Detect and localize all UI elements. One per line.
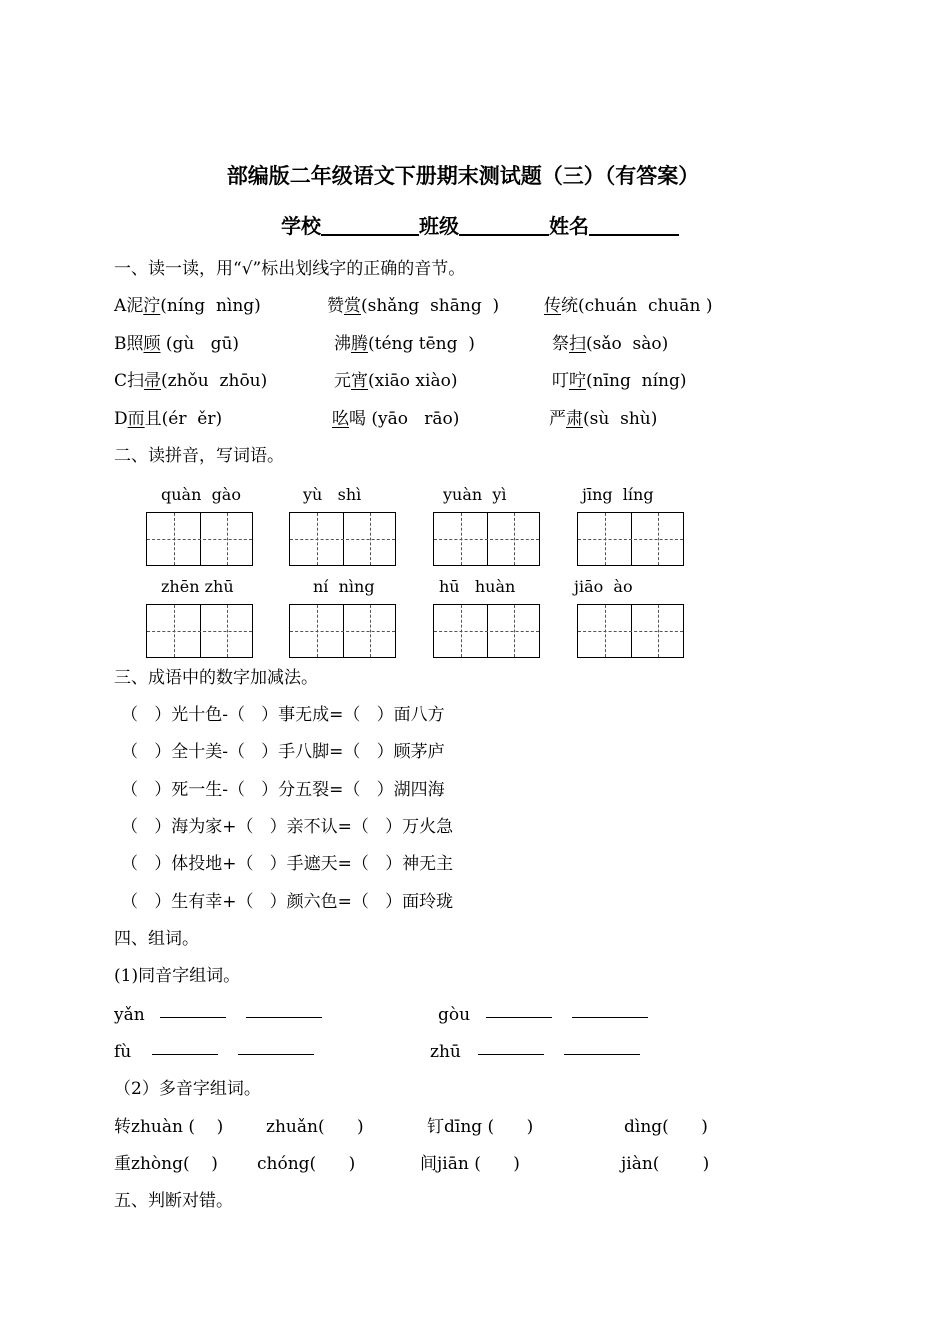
name-blank[interactable] <box>589 214 679 236</box>
answer-blank[interactable] <box>486 1017 552 1018</box>
section-4-sub2: （2）多音字组词。 <box>114 1079 261 1099</box>
pinyin-label: jīng líng <box>582 485 654 504</box>
section-4-heading: 四、组词。 <box>114 929 199 949</box>
school-label: 学校 <box>281 214 321 238</box>
pinyin-choice-item <box>114 411 222 428</box>
idiom-row: （ ）光十色-（ ）事无成=（ ）面八方 <box>121 705 445 725</box>
section-3-heading: 三、成语中的数字加减法。 <box>114 668 318 688</box>
section-2-heading: 二、读拼音，写词语。 <box>114 446 284 466</box>
pinyin-choice-item <box>332 411 459 428</box>
answer-blank[interactable] <box>478 1054 544 1055</box>
item-text: C扫 <box>114 371 145 391</box>
homophone-row <box>114 1007 145 1024</box>
answer-blank[interactable] <box>572 1017 648 1018</box>
polyphone-item: zhuǎn( ) <box>266 1117 364 1137</box>
writing-box[interactable] <box>577 512 684 566</box>
item-text: 祭 <box>552 334 569 354</box>
writing-box[interactable] <box>289 604 396 658</box>
student-info <box>281 214 679 236</box>
item-text: B照 <box>114 334 144 354</box>
pinyin-options[interactable]: 且(ér ěr) <box>144 409 223 429</box>
pinyin-options[interactable]: (nīng níng) <box>586 371 687 391</box>
section-5-heading: 五、判断对错。 <box>114 1191 233 1211</box>
pinyin-options[interactable]: 喝 (yāo rāo) <box>349 409 460 429</box>
class-label: 班级 <box>419 214 459 238</box>
pinyin-options[interactable]: (shǎng shāng ) <box>361 296 500 316</box>
idiom-row: （ ）死一生-（ ）分五裂=（ ）湖四海 <box>121 780 445 800</box>
underlined-character: 宵 <box>351 371 368 391</box>
item-text: D <box>114 409 128 429</box>
idiom-row: （ ）全十美-（ ）手八脚=（ ）顾茅庐 <box>121 742 445 762</box>
underlined-character: 而 <box>127 409 145 429</box>
polyphone-item: 转zhuàn ( ) <box>114 1117 224 1137</box>
pinyin-choice-item <box>552 336 668 353</box>
homophone-pinyin: zhū <box>430 1042 461 1062</box>
answer-blank[interactable] <box>152 1054 218 1055</box>
pinyin-options[interactable]: (xiāo xiào) <box>368 371 458 391</box>
underlined-character: 帚 <box>144 371 162 391</box>
section-4-sub1: (1)同音字组词。 <box>114 966 241 986</box>
polyphone-item: 间jiān ( ) <box>420 1154 520 1174</box>
item-text: 元 <box>334 371 351 391</box>
school-blank[interactable] <box>321 214 419 236</box>
underlined-character: 赏 <box>344 296 361 316</box>
writing-box[interactable] <box>289 512 396 566</box>
underlined-character: 腾 <box>351 334 368 354</box>
pinyin-choice-item <box>114 336 239 353</box>
item-text: 沸 <box>334 334 351 354</box>
idiom-row: （ ）体投地+（ ）手遮天=（ ）神无主 <box>121 854 454 874</box>
underlined-character: 扫 <box>569 334 586 354</box>
pinyin-options[interactable]: 统(chuán chuān ) <box>561 296 713 316</box>
pinyin-label: jiāo ào <box>574 577 633 596</box>
underlined-character: 顾 <box>143 334 161 354</box>
writing-box[interactable] <box>577 604 684 658</box>
homophone-pinyin: fù <box>114 1042 132 1062</box>
pinyin-choice-item <box>549 411 657 428</box>
class-blank[interactable] <box>459 214 549 236</box>
pinyin-choice-item <box>552 373 687 390</box>
item-text: 严 <box>549 409 566 429</box>
pinyin-choice-item <box>327 298 499 315</box>
polyphone-item: 钉dīng ( ) <box>427 1117 534 1137</box>
pinyin-choice-item <box>544 298 712 315</box>
item-text: 赞 <box>327 296 344 316</box>
underlined-character: 传 <box>544 296 561 316</box>
homophone-pinyin: yǎn <box>114 1005 145 1025</box>
writing-box[interactable] <box>433 604 540 658</box>
pinyin-options[interactable]: (téng tēng ) <box>368 334 475 354</box>
pinyin-options[interactable]: (níng nìng) <box>160 296 261 316</box>
answer-blank[interactable] <box>246 1017 322 1018</box>
pinyin-label: ní nìng <box>313 577 375 596</box>
pinyin-choice-item <box>334 336 475 353</box>
item-text: A泥 <box>114 296 144 316</box>
name-label: 姓名 <box>549 214 589 238</box>
pinyin-options[interactable]: (sù shù) <box>583 409 658 429</box>
pinyin-label: zhēn zhū <box>161 577 234 596</box>
polyphone-item: dìng( ) <box>624 1117 708 1137</box>
idiom-row: （ ）生有幸+（ ）颜六色=（ ）面玲珑 <box>121 892 454 912</box>
pinyin-options[interactable]: (sǎo sào) <box>586 334 669 354</box>
writing-box[interactable] <box>146 604 253 658</box>
polyphone-item: jiàn( ) <box>621 1154 710 1174</box>
pinyin-choice-item <box>114 298 261 315</box>
pinyin-options[interactable]: (gù gū) <box>160 334 240 354</box>
underlined-character: 肃 <box>566 409 583 429</box>
idiom-row: （ ）海为家+（ ）亲不认=（ ）万火急 <box>121 817 454 837</box>
polyphone-item: chóng( ) <box>257 1154 356 1174</box>
underlined-character: 泞 <box>143 296 161 316</box>
pinyin-options[interactable]: (zhǒu zhōu) <box>161 371 268 391</box>
answer-blank[interactable] <box>238 1054 314 1055</box>
homophone-pinyin: gòu <box>438 1005 471 1025</box>
page-title: 部编版二年级语文下册期末测试题（三）（有答案） <box>226 163 700 188</box>
answer-blank[interactable] <box>564 1054 640 1055</box>
pinyin-label: quàn gào <box>161 485 241 504</box>
section-1-heading: 一、读一读，用“√”标出划线字的正确的音节。 <box>114 259 466 279</box>
pinyin-choice-item <box>114 373 267 390</box>
pinyin-label: yù shì <box>303 485 362 504</box>
underlined-character: 咛 <box>569 371 586 391</box>
polyphone-item: 重zhòng( ) <box>114 1154 218 1174</box>
pinyin-choice-item <box>334 373 457 390</box>
writing-box[interactable] <box>433 512 540 566</box>
writing-box[interactable] <box>146 512 253 566</box>
item-text: 叮 <box>552 371 569 391</box>
pinyin-label: hū huàn <box>439 577 516 596</box>
underlined-character: 吆 <box>332 409 349 429</box>
answer-blank[interactable] <box>160 1017 226 1018</box>
pinyin-label: yuàn yì <box>443 485 507 504</box>
